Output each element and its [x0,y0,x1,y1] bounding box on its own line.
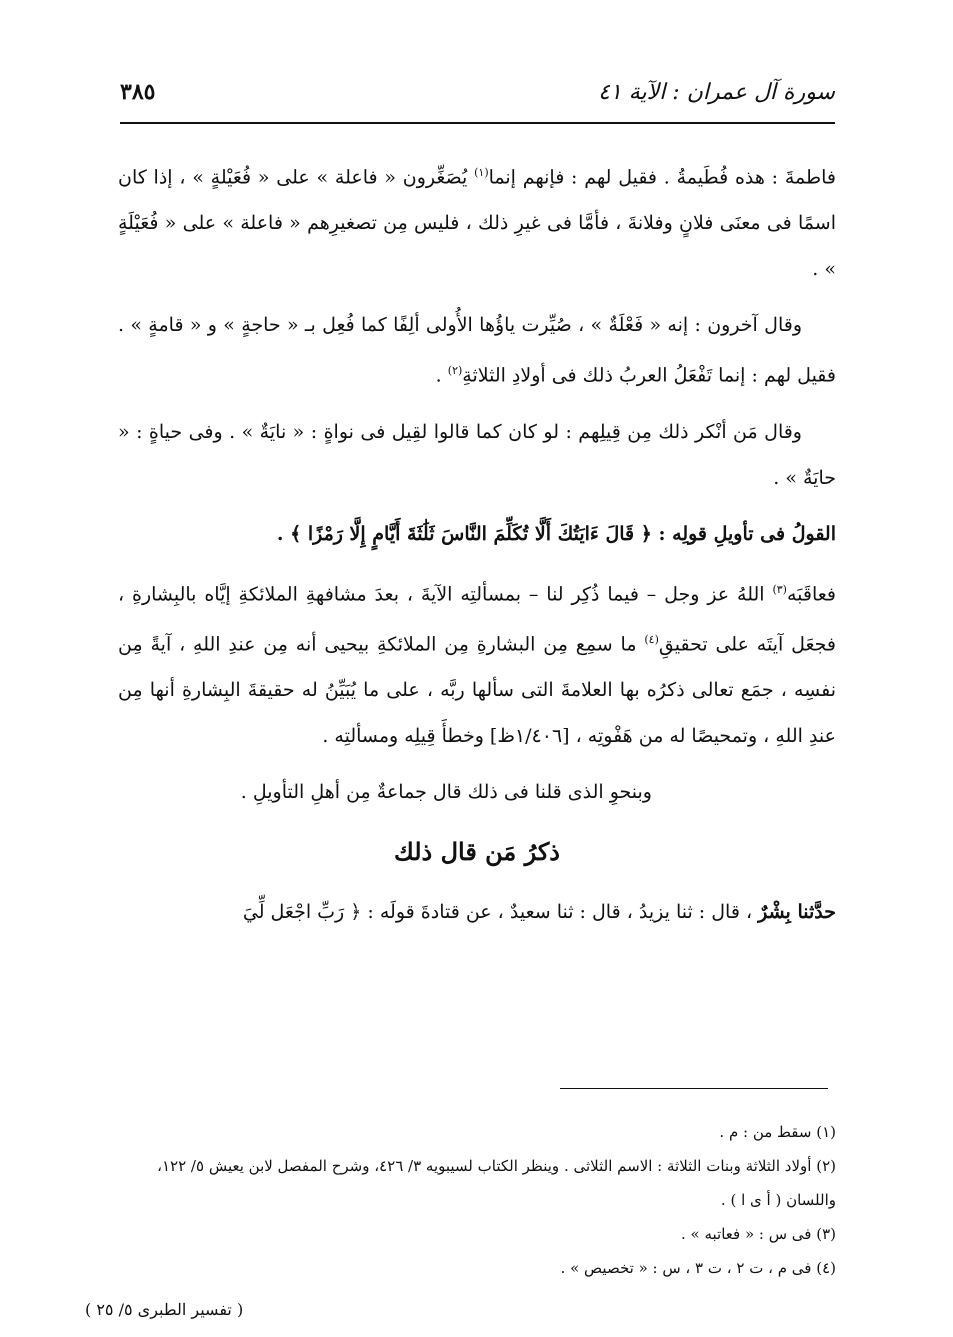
paragraph-6: وبنحوِ الذى قلنا فى ذلك قال جماعةٌ مِن أهلِ التأويلِ . [240,781,652,804]
footnote-ref-4: (٤) [644,632,659,646]
footnote-ref-2: (٢) [447,364,463,378]
paragraph-7-rest: ، قال : ثنا يزيدُ ، قال : ثنا سعيدٌ ، عن قتادةَ قولَه : ﴿ رَبِّ اجْعَل لِّيَ [242,901,759,924]
page-header [120,66,835,118]
running-title: سورة آل عمران : الآية ٤١ [598,79,835,105]
header-rule [120,122,835,124]
paragraph-2 [118,302,836,398]
body-text [118,150,836,945]
quran-verse: ﴿ قَالَ ءَايَتُكَ أَلَّا تُكَلِّمَ النَّاسَ ثَلَٰثَةَ أَيَّامٍ إِلَّا رَمْزًا ﴾ . [276,522,659,545]
paragraph-5-a: فعاقَبَه [786,582,836,605]
paragraph-4 [118,511,836,557]
volume-reference: ( تفسير الطبرى ٥/ ٢٥ ) [85,1300,244,1319]
paragraph-7 [118,889,836,935]
footnote-1: (١) سقط من : م . [719,1123,836,1141]
paragraph-5 [118,567,836,760]
footnote-ref-1: (١) [474,166,489,179]
footnotes [118,1115,836,1285]
paragraph-5-c: ما سمِع مِن البشارةِ مِن الملائكةِ بيحيى أنه مِن عندِ اللهِ ، آيةً مِن نفسِه ، جمَع تعالى ذكرُه بها العلامةَ التى سألها ربَّه ، على ما يُبَيِّنُ له حقيقةَ البِشارةِ أنها مِن عندِ اللهِ ، وتمحيصًا له من هَفْوتِه ، [١/٤٠٦ظ] وخطأَ قِيلِه ومسألتِه . [118,633,836,748]
isnad-lead: حدَّثنا بِشْرٌ [758,901,836,924]
paragraph-2-end: . [435,364,448,387]
footnote-rule [560,1088,828,1089]
footnote-2: (٢) أولاد الثلاثة وبنات الثلاثة : الاسم الثلاثى . وينظر الكتاب لسيبويه ٣/ ٤٢٦، وشرح المفصل لابن يعيش ٥/ ١٢٢، واللسان ( أ ى ا ) . [157,1157,836,1209]
heading-inline: القولُ فى تأويلِ قولِه : [658,522,836,545]
paragraph-1-rest: يُصَغِّرون « فاعلة » على « فُعَيْلةٍ » ، إذا كان اسمًا فى معنَى فلانٍ وفلانةَ ، فأمَّا فى غيرِ ذلك ، فليس مِن تصغيرِهم « فاعلة » على « فُعَيْلَةٍ » . [118,166,836,281]
footnote-3: (٣) فى س : « فعاتبه » . [680,1225,836,1243]
paragraph-5-b: اللهُ عز وجل – فيما ذُكِر لنا – بمسألتِه الآيةَ ، بعدَ مشافهةِ الملائكةِ إيَّاه بالبِشارةِ ، فجعَل آيتَه على تحقيقِ [118,582,836,656]
paragraph-1 [118,150,836,292]
paragraph-1-text: فاطمةَ : هذه فُطَيمةُ . فقيل لهم : فإنهم إنما [488,166,836,189]
footnote-4: (٤) فى م ، ت ٢ ، ت ٣ ، س : « تخصيص » . [560,1259,836,1277]
paragraph-3: وقال مَن أنْكر ذلك مِن قِيلِهم : لو كان كما قالوا لقِيل فى نواةٍ : « نايَةٌ » . وفى حياةٍ : « حايَةٌ » . [118,420,836,489]
paragraph-2-text: وقال آخرون : إنه « فَعْلَةٌ » ، صُيِّرت ياؤُها الأُولى ألِفًا كما فُعِل بـ « حاجةٍ » و « قامةٍ » . فقيل لهم : إنما تَفْعَلُ العربُ ذلك فى أولادِ الثلاثةِ [118,314,836,387]
page-number: ٣٨٥ [120,79,156,105]
footnote-ref-3: (٣) [772,582,787,596]
section-heading: ذكرُ مَن قال ذلك [394,837,560,867]
